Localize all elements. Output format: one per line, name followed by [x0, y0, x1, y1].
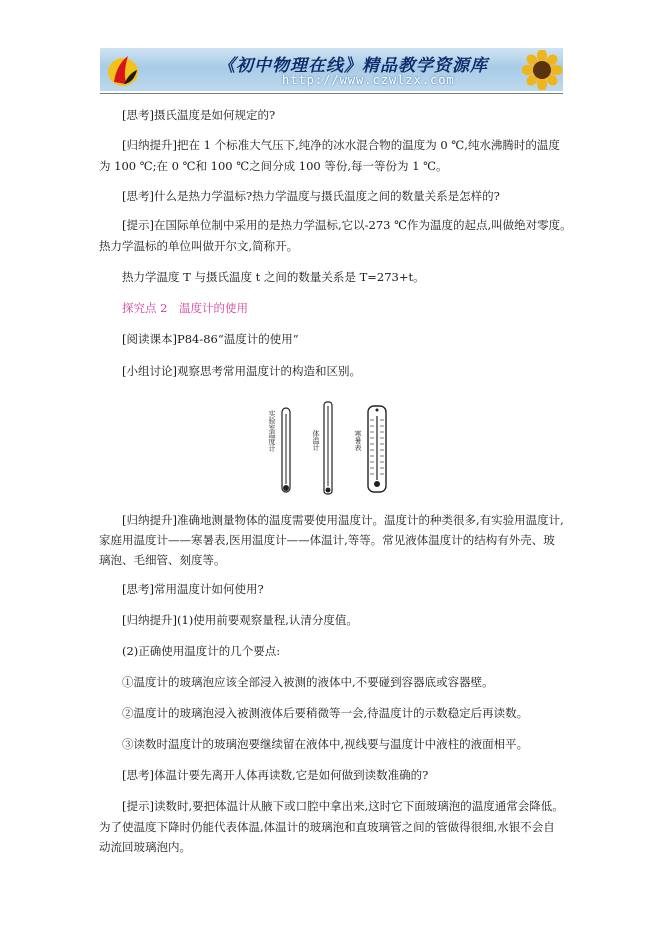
thermometer-figure [262, 400, 400, 498]
site-url[interactable]: http://www.czwlzx.com [282, 73, 455, 87]
paragraph-hint-clinical-3: 动流回玻璃泡内。 [99, 840, 191, 854]
paragraph-summary-types-3: 璃泡、毛细管、刻度等。 [99, 553, 226, 567]
paragraph-think-usage: [思考]常用温度计如何使用? [122, 582, 264, 596]
label-wall-thermometer: 寒暑表 [354, 430, 362, 451]
paragraph-summary-types-2: 家庭用温度计——寒暑表,医用温度计——体温计,等等。常见液体温度计的结构有外壳、玻 [99, 533, 555, 547]
header-banner [100, 48, 563, 91]
paragraph-hint-kelvin-2: 热力学温标的单位叫做开尔文,简称开。 [99, 239, 299, 253]
paragraph-relation: 热力学温度 T 与摄氏温度 t 之间的数量关系是 T=273+t。 [122, 270, 425, 284]
paragraph-hint-clinical-1: [提示]读数时,要把体温计从腋下或口腔中拿出来,这时它下面玻璃泡的温度通常会降低。 [122, 799, 564, 813]
paragraph-point-3: ③读数时温度计的玻璃泡要继续留在液体中,视线要与温度计中液柱的液面相平。 [122, 737, 529, 751]
paragraph-discussion: [小组讨论]观察思考常用温度计的构造和区别。 [122, 364, 361, 378]
label-lab-thermometer: 实验室温度计 [268, 410, 276, 452]
paragraph-point-1: ①温度计的玻璃泡应该全部浸入被测的液体中,不要碰到容器底或容器壁。 [122, 675, 494, 689]
paragraph-summary-celsius-2: 为 100 ℃;在 0 ℃和 100 ℃之间分成 100 等份,每一等份为 1 ℃。 [99, 159, 448, 173]
logo-icon [106, 52, 140, 88]
paragraph-point-2: ②温度计的玻璃泡浸入被测液体后要稍微等一会,待温度计的示数稳定后再读数。 [122, 706, 529, 720]
paragraph-hint-clinical-2: 为了使温度下降时仍能代表体温,体温计的玻璃泡和直玻璃管之间的管做得很细,水银不会自 [99, 820, 555, 834]
clinical-thermometer [324, 402, 332, 494]
site-title: 《初中物理在线》精品教学资源库 [218, 56, 488, 76]
paragraph-summary-types-1: [归纳提升]准确地测量物体的温度需要使用温度计。温度计的种类很多,有实验用温度计, [122, 513, 564, 527]
sunflower-icon [522, 50, 562, 90]
paragraph-summary-usage-1: [归纳提升](1)使用前要观察量程,认清分度值。 [122, 613, 358, 627]
paragraph-reading: [阅读课本]P84-86“温度计的使用” [122, 332, 299, 346]
paragraph-usage-points: (2)正确使用温度计的几个要点: [122, 644, 281, 658]
header-rule [100, 93, 563, 94]
paragraph-think-kelvin: [思考]什么是热力学温标?热力学温度与摄氏温度之间的数量关系是怎样的? [122, 189, 500, 203]
paragraph-think-clinical: [思考]体温计要先离开人体再读数,它是如何做到读数准确的? [122, 768, 429, 782]
paragraph-think-celsius: [思考]摄氏温度是如何规定的? [122, 108, 276, 122]
label-clinical-thermometer: 体温计 [312, 430, 320, 451]
wall-thermometer [368, 406, 386, 492]
lab-thermometer [282, 408, 290, 492]
paragraph-summary-celsius-1: [归纳提升]把在 1 个标准大气压下,纯净的冰水混合物的温度为 0 ℃,纯水沸腾时的温度 [122, 138, 560, 152]
section-heading-2: 探究点 2 温度计的使用 [122, 301, 248, 315]
paragraph-hint-kelvin-1: [提示]在国际单位制中采用的是热力学温标,它以-273 ℃作为温度的起点,叫做绝对零度。 [122, 218, 572, 232]
